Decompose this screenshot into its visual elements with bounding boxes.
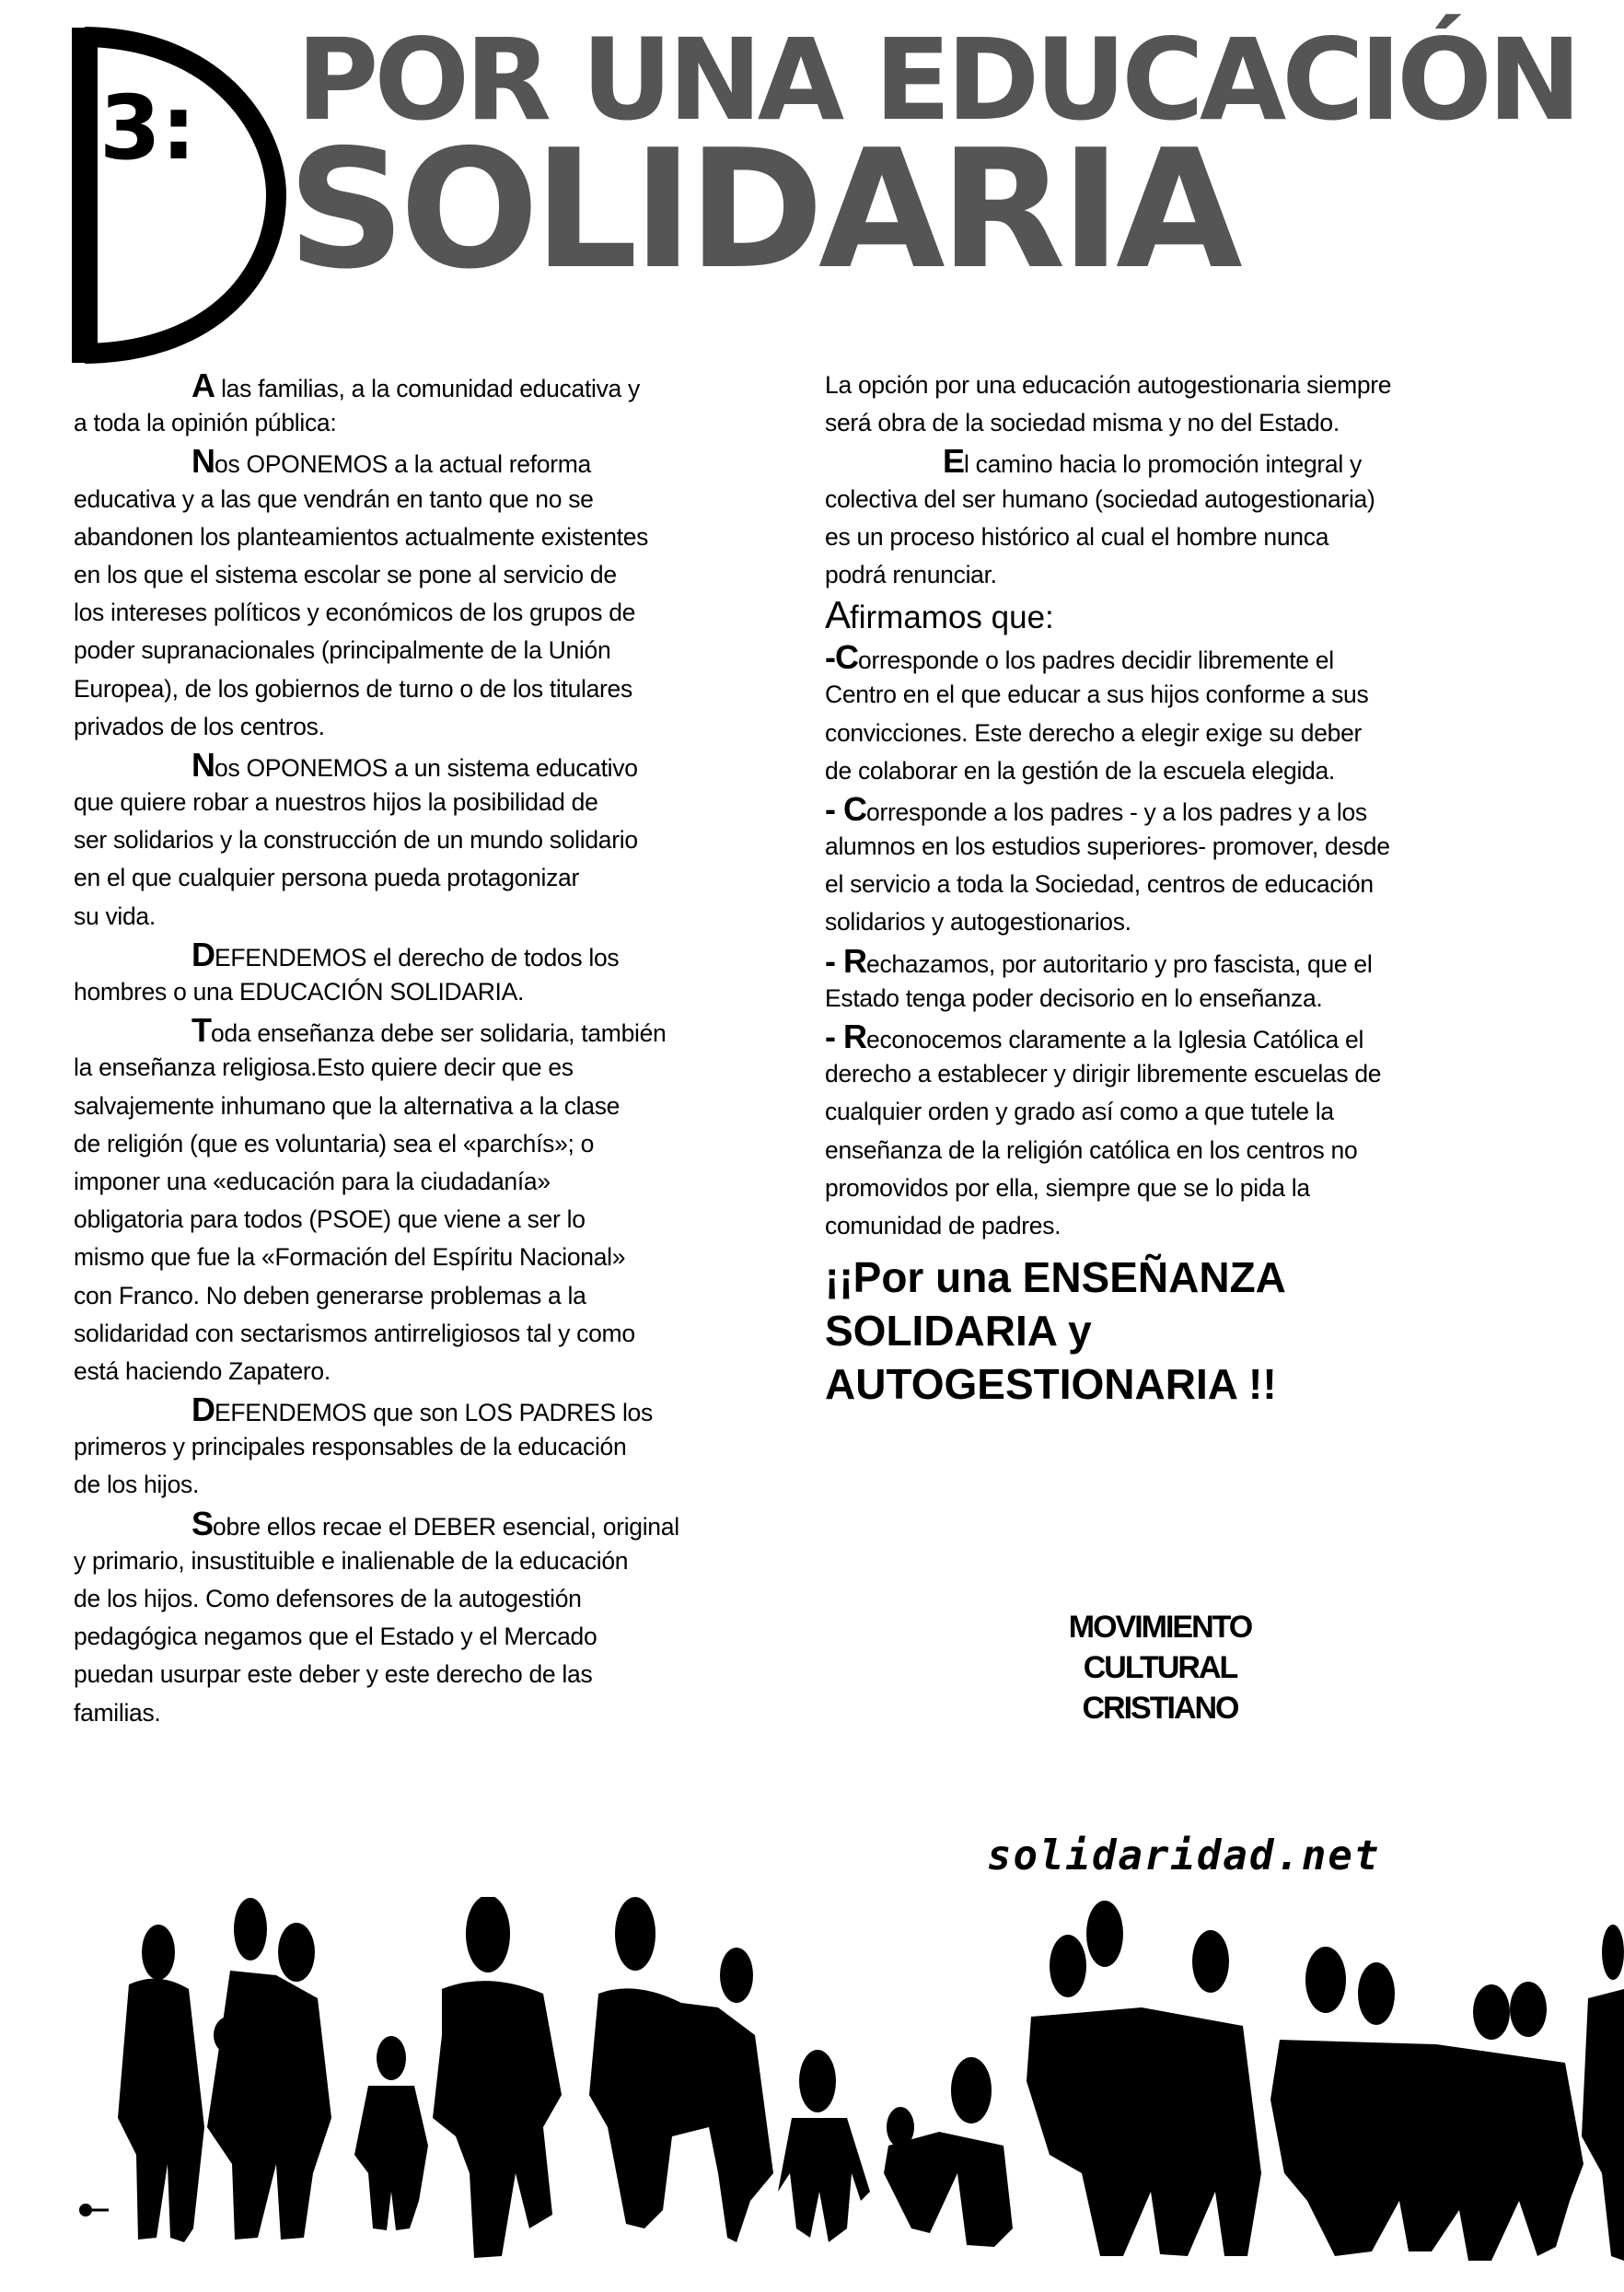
line-text: el servicio a toda la Sociedad, centros de educación (825, 870, 1374, 899)
line-text: comunidad de padres. (825, 1211, 1061, 1239)
text-line (74, 1656, 792, 1693)
drop-cap: T (191, 1011, 211, 1050)
drop-cap: N (191, 442, 215, 481)
line-text: mismo que fue la «Formación del Espíritu Nacional» (74, 1243, 626, 1272)
registration-mark-icon (77, 2203, 110, 2217)
text-line (825, 1093, 1552, 1131)
line-text: será obra de la sociedad misma y no del Estado. (825, 409, 1340, 437)
line-text: en el que cualquier persona pueda protagonizar (74, 864, 580, 892)
text-line (74, 1125, 792, 1163)
org-line: MOVIMIENTO (1068, 1610, 1252, 1645)
line-text: obre ellos recae el DEBER esencial, original (213, 1512, 679, 1541)
text-line (74, 746, 792, 784)
d-bracket-logo-icon (72, 20, 293, 370)
text-line (825, 442, 1552, 480)
text-line (74, 1580, 792, 1618)
text-line (74, 442, 792, 480)
line-text: ser solidarios y la construcción de un mundo solidario (74, 826, 638, 855)
text-line (825, 903, 1552, 941)
website-link[interactable]: solidaridad.net (987, 1832, 1381, 1879)
text-line (74, 1353, 792, 1390)
text-line (825, 1132, 1552, 1169)
text-line (74, 1428, 792, 1466)
text-line (825, 715, 1552, 752)
text-line (74, 1277, 792, 1315)
text-line (74, 518, 792, 556)
line-text: solidaridad con sectarismos antirreligiosos tal y como (74, 1319, 635, 1347)
text-line (74, 556, 792, 594)
line-text: os OPONEMOS a la actual reforma (215, 450, 591, 479)
text-line (825, 790, 1552, 828)
text-line (825, 518, 1552, 556)
drop-cap: D (191, 1390, 215, 1429)
slogan-line: SOLIDARIA y (825, 1307, 1092, 1355)
text-line (825, 866, 1552, 903)
drop-cap: - R (825, 1018, 866, 1055)
text-line (74, 1542, 792, 1580)
text-line (74, 1466, 792, 1504)
line-text: promovidos por ella, siempre que se lo pida la (825, 1173, 1310, 1202)
text-line (74, 1049, 792, 1087)
text-line (74, 708, 792, 746)
text-line (825, 556, 1552, 594)
line-text: de los hijos. Como defensores de la autogestión (74, 1585, 582, 1612)
text-line (825, 1055, 1552, 1093)
line-text: convicciones. Este derecho a elegir exige su deber (825, 718, 1363, 747)
line-text: salvajemente inhumano que la alternativa a la clase (74, 1091, 621, 1120)
drop-cap: - C (825, 789, 866, 828)
line-text: EFENDEMOS que son LOS PADRES los (215, 1399, 653, 1427)
text-line (825, 676, 1552, 714)
drop-cap: N (191, 745, 215, 784)
line-text: a toda la opinión pública: (74, 409, 337, 437)
text-line (74, 670, 792, 708)
line-text: imponer una «educación para la ciudadanía» (74, 1167, 551, 1195)
right-column (825, 366, 1552, 1411)
line-text: derecho a establecer y dirigir libremente escuelas de (825, 1060, 1382, 1088)
text-line (74, 973, 792, 1011)
text-line (825, 638, 1552, 676)
line-text: de los hijos. (74, 1471, 200, 1499)
text-line (825, 828, 1552, 866)
line-text: su vida. (74, 902, 156, 930)
text-line (825, 942, 1552, 980)
page-title-line1: POR UNA EDUCACIÓN (296, 15, 1577, 145)
text-line (74, 859, 792, 897)
line-text: pedagógica negamos que el Estado y el Mercado (74, 1623, 597, 1651)
organization-name (1059, 1607, 1261, 1728)
text-line (74, 366, 792, 404)
text-line (74, 936, 792, 973)
line-text: la enseñanza religiosa.Esto quiere decir que es (74, 1053, 574, 1082)
text-line (74, 1088, 792, 1125)
drop-cap: S (191, 1504, 214, 1542)
afirmamos-heading (825, 594, 1552, 638)
org-line: CRISTIANO (1082, 1691, 1238, 1726)
text-line (825, 752, 1552, 790)
heading-cap: A (825, 593, 851, 637)
line-text: podrá renunciar. (825, 560, 997, 588)
text-line (74, 1011, 792, 1049)
logo-glyph: 3: (99, 76, 197, 180)
line-text: primeros y principales responsables de la educación (74, 1433, 627, 1461)
line-text: Europea), de los gobiernos de turno o de los titulares (74, 674, 632, 703)
line-text: orresponde o los padres decidir libremente el (858, 646, 1334, 675)
line-text: que quiere robar a nuestros hijos la posibilidad de (74, 788, 598, 817)
text-line (825, 1169, 1552, 1207)
line-text: poder supranacionales (principalmente de la Unión (74, 636, 611, 665)
line-text: obligatoria para todos (PSOE) que viene a ser lo (74, 1205, 586, 1234)
text-line (825, 980, 1552, 1018)
drop-cap: E (943, 442, 965, 481)
line-text: colectiva del ser humano (sociedad autogestionaria) (825, 484, 1375, 513)
line-text: puedan usurpar este deber y este derecho de las (74, 1660, 593, 1689)
line-text: está haciendo Zapatero. (74, 1356, 331, 1385)
heading-text: firmamos que: (850, 599, 1054, 636)
text-line (74, 1315, 792, 1353)
page-title-line2: SOLIDARIA (287, 114, 1237, 305)
text-line (74, 404, 792, 442)
line-text: abandonen los planteamientos actualmente existentes (74, 522, 649, 551)
line-text: oda enseñanza debe ser solidaria, también (211, 1019, 667, 1048)
line-text: los intereses políticos y económicos de los grupos de (74, 599, 636, 627)
slogan-line: ¡¡Por una ENSEÑANZA (825, 1253, 1286, 1302)
line-text: orresponde a los padres - y a los padres y a los (866, 797, 1367, 826)
drop-cap: - R (825, 941, 866, 980)
line-text: las familias, a la comunidad educativa y (215, 375, 640, 402)
text-line (74, 594, 792, 632)
text-line (74, 1239, 792, 1276)
text-line (74, 898, 792, 936)
text-line (74, 821, 792, 859)
line-text: Centro en el que educar a sus hijos conforme a sus (825, 681, 1369, 709)
text-line (74, 784, 792, 821)
drop-cap: -C (825, 638, 858, 677)
text-line (825, 1018, 1552, 1055)
text-line (74, 632, 792, 669)
text-line (74, 1390, 792, 1428)
line-text: de religión (que es voluntaria) sea el «parchís»; o (74, 1129, 595, 1158)
line-text: enseñanza de la religión católica en los centros no (825, 1135, 1358, 1164)
line-text: solidarios y autogestionarios. (825, 908, 1131, 937)
line-text: Estado tenga poder decisorio en lo enseñanza. (825, 983, 1323, 1012)
text-line (74, 1618, 792, 1656)
line-text: econocemos claramente a la Iglesia Católica el (866, 1026, 1364, 1053)
line-text: echazamos, por autoritario y pro fascista, que el (866, 949, 1373, 978)
line-text: y primario, insustituible e inalienable de la educación (74, 1546, 629, 1575)
text-line (825, 481, 1552, 518)
line-text: educativa y a las que vendrán en tanto que no se (74, 484, 594, 513)
org-line: CULTURAL (1083, 1650, 1237, 1685)
line-text: con Franco. No deben generarse problemas a la (74, 1281, 586, 1309)
line-text: privados de los centros. (74, 712, 325, 740)
line-text: l camino hacia lo promoción integral y (964, 450, 1362, 479)
line-text: alumnos en los estudios superiores- promover, desde (825, 832, 1390, 861)
line-text: familias. (74, 1698, 161, 1727)
line-text: es un proceso histórico al cual el hombre nunca (825, 522, 1329, 551)
right-intro-paragraphs (825, 366, 1552, 594)
crowd-silhouettes-icon (0, 1897, 1624, 2265)
line-text: de colaborar en la gestión de la escuela elegida. (825, 756, 1335, 785)
line-text: en los que el sistema escolar se pone al servicio de (74, 560, 617, 588)
text-line (74, 1694, 792, 1732)
text-line (74, 1201, 792, 1239)
line-text: os OPONEMOS a un sistema educativo (215, 753, 638, 782)
text-line (825, 404, 1552, 442)
line-text: hombres o una EDUCACIÓN SOLIDARIA. (74, 978, 525, 1006)
text-line (74, 1505, 792, 1542)
line-text: EFENDEMOS el derecho de todos los (215, 943, 620, 971)
drop-cap: D (191, 935, 215, 973)
text-line (74, 1163, 792, 1201)
text-line (825, 1207, 1552, 1245)
line-text: cualquier orden y grado así como a que tutele la (825, 1098, 1334, 1126)
left-column (74, 366, 792, 1732)
text-line (825, 366, 1552, 404)
text-line (74, 481, 792, 518)
line-text: La opción por una educación autogestionaria siempre (825, 371, 1392, 399)
drop-cap: A (191, 366, 215, 404)
slogan-line: AUTOGESTIONARIA !! (825, 1360, 1277, 1409)
affirmations-list (825, 638, 1552, 1245)
